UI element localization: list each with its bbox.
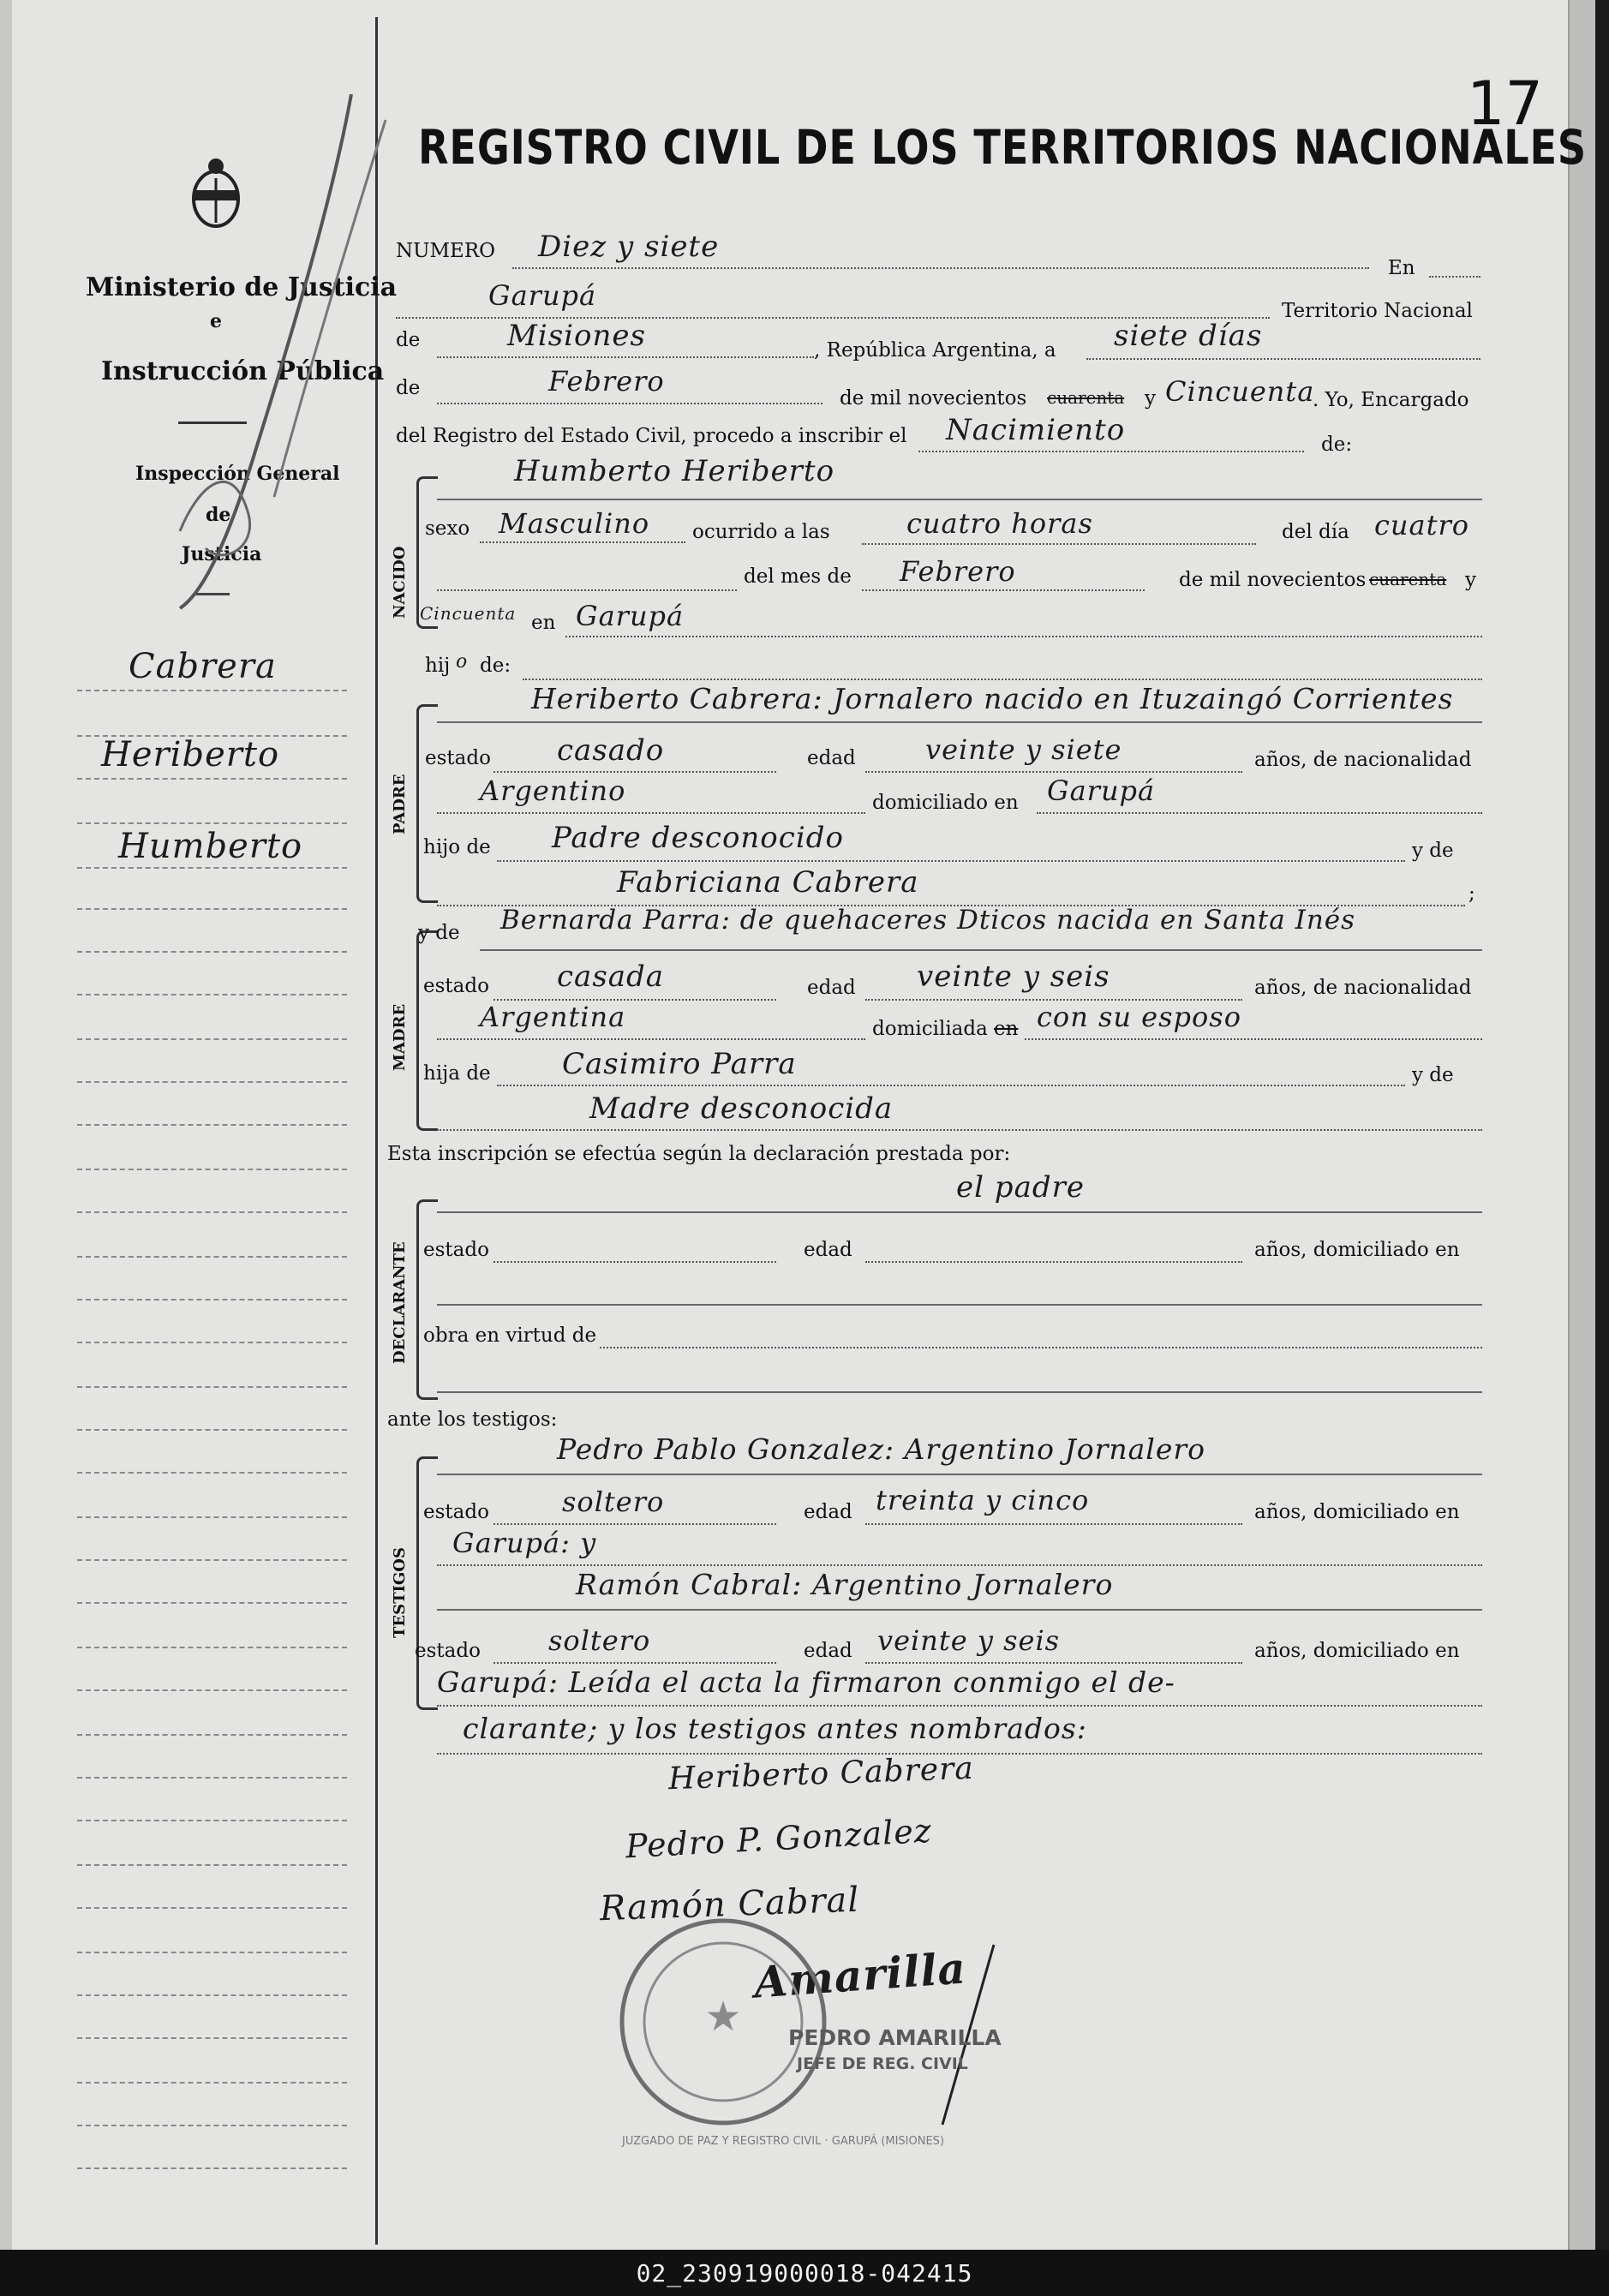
padre-hijo-de-label: hijo de xyxy=(423,836,491,858)
sidebar-rule xyxy=(77,951,347,953)
declarante-name: el padre xyxy=(956,1170,1085,1205)
madre-tag: MADRE xyxy=(391,1003,409,1071)
padre-bracket xyxy=(416,704,438,903)
official-name: PEDRO AMARILLA xyxy=(788,2025,1002,2050)
seal-text: JUZGADO DE PAZ Y REGISTRO CIVIL · GARUPÁ (MISIONES) xyxy=(622,2135,945,2148)
ministry-line-2: Instrucción Pública xyxy=(101,356,385,386)
numero-label: NUMERO xyxy=(396,240,496,262)
sidebar-rule xyxy=(77,1820,347,1821)
sidebar-rule xyxy=(77,867,347,869)
declaracion-label: Esta inscripción se efectúa según la declaración prestada por: xyxy=(387,1143,1011,1165)
closing-line-2: clarante; y los testigos antes nombrados: xyxy=(463,1712,1087,1745)
padre-mother-name: Fabriciana Cabrera xyxy=(617,865,919,900)
signature-official: Amarilla xyxy=(752,1942,968,2008)
madre-domicilio-line xyxy=(1025,1038,1482,1040)
nacido-lugar-value: Garupá xyxy=(576,600,685,632)
declarante-estado-label: estado xyxy=(423,1239,489,1261)
padre-estado-label: estado xyxy=(425,747,491,769)
nacido-year-struck: cuarenta xyxy=(1369,569,1447,589)
official-title: JEFE DE REG. CIVIL xyxy=(797,2054,968,2073)
padre-domicilio-label: domiciliado en xyxy=(872,792,1019,814)
sidebar-rule xyxy=(77,1689,347,1691)
sidebar-rule xyxy=(77,1342,347,1343)
hijo-de-label: de: xyxy=(480,655,511,677)
madre-edad-label: edad xyxy=(807,977,856,999)
sidebar-rule xyxy=(77,1734,347,1736)
madre-domicilio-label: domiciliada xyxy=(872,1018,988,1040)
declarante-anos-label: años, domiciliado en xyxy=(1254,1239,1460,1261)
day-line xyxy=(1086,358,1480,360)
acto-de-label: de: xyxy=(1321,433,1353,456)
territorio-label: Territorio Nacional xyxy=(1282,300,1473,322)
sidebar-rule xyxy=(77,1211,347,1213)
madre-domicilio: con su esposo xyxy=(1037,1001,1241,1033)
sidebar-rule xyxy=(77,822,347,824)
testigo-1-estado-label: estado xyxy=(423,1501,489,1523)
year-label: de mil novecientos xyxy=(840,387,1027,410)
inspection-line-3: Justicia xyxy=(182,543,262,565)
year-struck: cuarenta xyxy=(1047,387,1125,408)
testigos-label: ante los testigos: xyxy=(387,1408,558,1431)
padre-y-de-label: y de xyxy=(1412,840,1454,862)
page-number: 17 xyxy=(1467,69,1544,139)
madre-hija-de-label: hija de xyxy=(423,1062,491,1085)
sidebar-rule xyxy=(77,1602,347,1604)
testigo-1-name-line xyxy=(437,1474,1482,1475)
sidebar-rule xyxy=(77,1864,347,1866)
territory-line xyxy=(437,356,814,358)
testigo-2-name-line xyxy=(437,1609,1482,1611)
acto-value: Nacimiento xyxy=(946,413,1126,447)
inspection-line-2: de xyxy=(206,504,231,526)
sidebar-rule xyxy=(77,1081,347,1083)
sidebar-rule xyxy=(77,1952,347,1953)
declarante-bracket xyxy=(416,1199,438,1400)
nacido-hora-value: cuatro horas xyxy=(906,507,1093,540)
padre-estado-value: casado xyxy=(557,733,665,768)
testigo-1-edad-line xyxy=(865,1523,1242,1525)
month-value: Febrero xyxy=(548,365,665,398)
testigo-1-name: Pedro Pablo Gonzalez: Argentino Jornalero xyxy=(557,1432,1206,1466)
madre-estado-value: casada xyxy=(557,960,665,994)
testigo-1-domicilio-line xyxy=(437,1564,1482,1566)
sidebar-middle-name: Heriberto xyxy=(101,735,280,774)
sidebar-first-name: Humberto xyxy=(118,827,303,866)
testigo-2-estado-line xyxy=(493,1662,776,1664)
inspection-line-1: Inspección General xyxy=(135,463,340,485)
sidebar-rule xyxy=(77,778,347,780)
declarante-line-5 xyxy=(437,1391,1482,1393)
signature-declarante: Heriberto Cabrera xyxy=(667,1750,975,1797)
year-conj: y xyxy=(1145,387,1156,410)
page-edge xyxy=(1568,0,1595,2250)
madre-father-line xyxy=(497,1085,1405,1086)
sidebar-rule xyxy=(77,1777,347,1779)
declarante-edad-line xyxy=(865,1261,1242,1263)
nacido-name: Humberto Heriberto xyxy=(514,454,835,488)
testigo-2-anos-label: años, domiciliado en xyxy=(1254,1640,1460,1662)
madre-mother-name: Madre desconocida xyxy=(589,1091,894,1126)
en-line xyxy=(1429,276,1480,278)
page-title: REGISTRO CIVIL DE LOS TERRITORIOS NACIONALES xyxy=(418,120,1588,175)
madre-father-name: Casimiro Parra xyxy=(562,1047,797,1081)
declarante-line-3 xyxy=(437,1304,1482,1306)
nacido-ocurrido-label: ocurrido a las xyxy=(692,521,830,543)
nacido-year-value: Cincuenta xyxy=(420,603,517,624)
padre-tag: PADRE xyxy=(391,774,409,834)
madre-y-de-label-2: y de xyxy=(1412,1064,1454,1086)
madre-name: Bernarda Parra: de quehaceres Dticos nacida en Santa Inés xyxy=(500,905,1356,936)
sidebar-rule xyxy=(77,994,347,996)
padre-nac-line xyxy=(437,812,865,814)
sidebar-rule xyxy=(77,1169,347,1170)
declarante-tag: DECLARANTE xyxy=(391,1241,409,1364)
sidebar-surname: Cabrera xyxy=(129,647,277,686)
madre-name-line xyxy=(480,949,1482,951)
padre-semicolon: ; xyxy=(1468,882,1475,905)
sidebar-rule xyxy=(77,1516,347,1518)
scan-filename: 02_230919000018-042415 xyxy=(636,2258,973,2287)
nacido-sexo-label: sexo xyxy=(425,517,470,540)
padre-father-line xyxy=(497,860,1405,862)
sidebar-rule xyxy=(77,2167,347,2169)
nacido-en-label: en xyxy=(531,612,556,634)
nacido-year-label: de mil novecientos xyxy=(1179,569,1367,591)
numero-value: Diez y siete xyxy=(538,230,720,264)
testigo-1-estado-line xyxy=(493,1523,776,1525)
nacido-hora-line xyxy=(862,543,1256,545)
hijo-suffix: o xyxy=(456,651,469,673)
declarante-estado-line xyxy=(493,1261,776,1263)
hijo-line xyxy=(523,679,1482,680)
sidebar-rule xyxy=(77,1038,347,1040)
madre-bracket xyxy=(416,930,438,1131)
nacido-year-conj: y xyxy=(1465,569,1476,591)
testigo-2-edad: veinte y seis xyxy=(877,1624,1061,1657)
hijo-label: hij xyxy=(425,655,451,677)
ministry-conjunction: e xyxy=(210,310,222,332)
padre-edad-value: veinte y siete xyxy=(925,733,1122,766)
sidebar-rule xyxy=(77,1907,347,1909)
nacido-sexo-line xyxy=(480,541,685,543)
testigo-1-edad-label: edad xyxy=(804,1501,852,1523)
republica-label: , República Argentina, a xyxy=(814,339,1056,362)
testigo-1-estado: soltero xyxy=(562,1486,665,1518)
nacido-sexo-value: Masculino xyxy=(499,507,650,540)
testigo-2-estado: soltero xyxy=(548,1624,651,1657)
day-value: siete días xyxy=(1114,319,1263,353)
sidebar-rule xyxy=(77,1994,347,1996)
ministry-line-1: Ministerio de Justicia xyxy=(86,272,398,302)
testigo-2-name: Ramón Cabral: Argentino Jornalero xyxy=(576,1568,1114,1601)
sidebar-rule xyxy=(77,735,347,737)
testigo-1-edad: treinta y cinco xyxy=(876,1484,1090,1516)
nacido-lugar-line xyxy=(565,636,1482,637)
testigos-tag: TESTIGOS xyxy=(391,1547,409,1638)
nacido-tag: NACIDO xyxy=(391,546,409,619)
sidebar-rule xyxy=(77,1386,347,1388)
padre-edad-label: edad xyxy=(807,747,856,769)
sidebar-rule xyxy=(77,2125,347,2126)
nacido-mes-line xyxy=(862,589,1145,591)
closing-line-1: Garupá: Leída el acta la firmaron conmigo el de- xyxy=(437,1665,1175,1699)
margin-scribble-icon xyxy=(129,86,411,617)
signature-testigo-1: Pedro P. Gonzalez xyxy=(625,1811,933,1866)
sidebar-rule xyxy=(77,1124,347,1126)
testigo-2-edad-label: edad xyxy=(804,1640,852,1662)
padre-domicilio: Garupá xyxy=(1047,774,1156,807)
madre-domicilio-struck: en xyxy=(994,1018,1019,1040)
place-value: Garupá xyxy=(488,279,597,312)
territory-value: Misiones xyxy=(507,319,646,353)
sidebar-rule xyxy=(77,1299,347,1300)
nacido-dia-value: cuatro xyxy=(1374,509,1470,541)
nacido-dia-label: del día xyxy=(1282,521,1349,543)
padre-edad-line xyxy=(865,771,1242,773)
nacido-name-line xyxy=(437,499,1482,500)
madre-nacionalidad: Argentina xyxy=(480,1001,626,1033)
sidebar-rule xyxy=(77,1647,347,1648)
sidebar-rule xyxy=(77,1256,347,1258)
en-label: En xyxy=(1388,257,1415,279)
closing-line-1-rule xyxy=(437,1705,1482,1707)
page-spine xyxy=(0,0,12,2250)
padre-father-name: Padre desconocido xyxy=(552,821,844,855)
padre-anos-label: años, de nacionalidad xyxy=(1254,749,1472,771)
declarante-obra-label: obra en virtud de xyxy=(423,1324,597,1347)
testigo-2-edad-line xyxy=(865,1662,1242,1664)
declarante-name-line xyxy=(437,1211,1482,1213)
sidebar-rule xyxy=(77,2082,347,2084)
official-seal-icon xyxy=(612,1910,834,2133)
numero-line xyxy=(512,267,1369,269)
scan-filename-bar xyxy=(0,2250,1609,2296)
madre-estado-label: estado xyxy=(423,975,489,997)
padre-estado-line xyxy=(493,771,776,773)
declarante-obra-line xyxy=(600,1347,1482,1348)
signature-testigo-2: Ramón Cabral xyxy=(599,1880,860,1929)
year-value: Cincuenta xyxy=(1165,375,1315,408)
testigo-1-anos-label: años, domiciliado en xyxy=(1254,1501,1460,1523)
madre-y-de-label: y de xyxy=(418,922,460,944)
registro-label: del Registro del Estado Civil, procedo a inscribir el xyxy=(396,425,907,447)
sidebar-rule xyxy=(77,908,347,910)
sidebar-rule xyxy=(77,690,347,691)
sidebar-rule xyxy=(77,1429,347,1431)
testigo-2-estado-label: estado xyxy=(415,1640,481,1662)
sidebar-rule xyxy=(77,1559,347,1561)
padre-name-line xyxy=(437,721,1482,723)
svg-text:★: ★ xyxy=(704,1993,742,2041)
testigos-bracket xyxy=(416,1456,438,1710)
padre-nacionalidad: Argentino xyxy=(480,774,626,807)
sidebar-rule xyxy=(77,1472,347,1474)
padre-domicilio-line xyxy=(1037,812,1482,814)
yo-label: . Yo, Encargado xyxy=(1313,389,1469,411)
nacido-mes-value: Febrero xyxy=(900,555,1016,588)
madre-mother-line xyxy=(437,1129,1482,1131)
month-line xyxy=(437,403,822,404)
madre-nac-line xyxy=(437,1038,865,1040)
territory-de-label: de xyxy=(396,329,421,351)
acto-line xyxy=(918,451,1304,452)
nacido-mes-lead-line xyxy=(437,589,737,591)
madre-anos-label: años, de nacionalidad xyxy=(1254,977,1472,999)
sidebar-rule xyxy=(77,2037,347,2039)
testigo-1-domicilio: Garupá: y xyxy=(452,1527,597,1559)
month-de-label: de xyxy=(396,377,421,399)
padre-name: Heriberto Cabrera: Jornalero nacido en Ituzaingó Corrientes xyxy=(531,682,1454,715)
madre-edad-value: veinte y seis xyxy=(917,960,1110,994)
declarante-edad-label: edad xyxy=(804,1239,852,1261)
nacido-mes-label: del mes de xyxy=(744,565,852,588)
